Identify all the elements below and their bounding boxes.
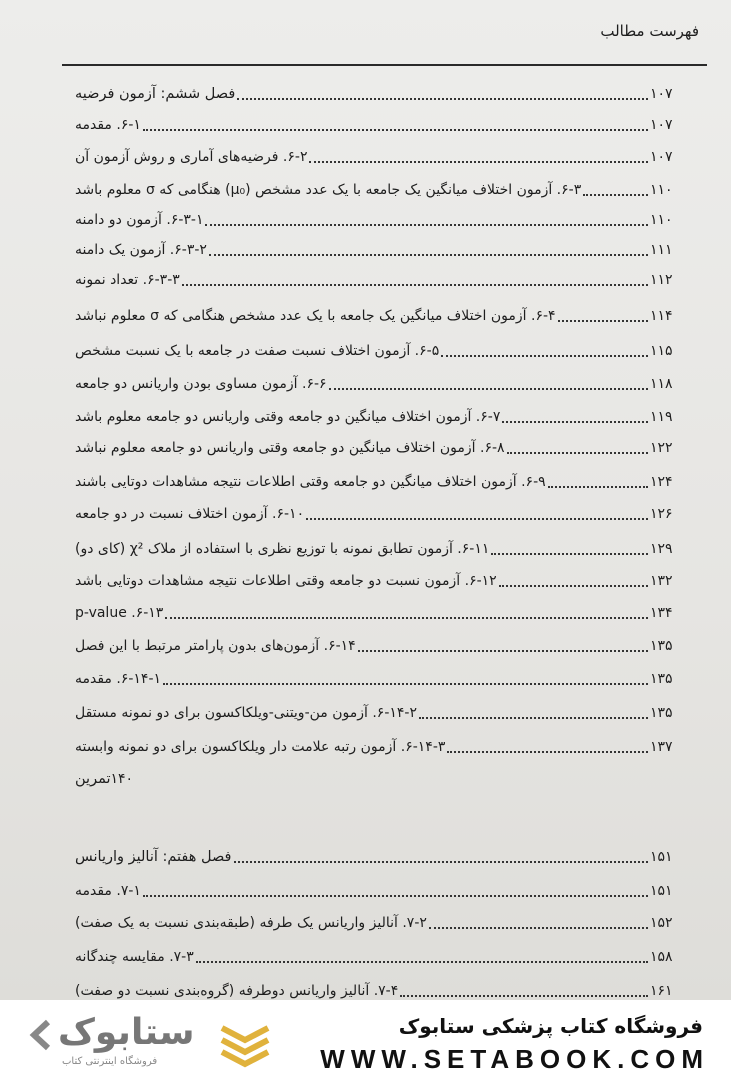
toc-entry [72, 470, 680, 494]
toc-entry [72, 634, 680, 658]
toc-entry-title: ۶-۱۳. p-value [75, 605, 164, 621]
toc-entry [72, 304, 680, 328]
setabook-logo [28, 1012, 268, 1070]
toc-entry-page: ۱۴۰ [110, 771, 134, 787]
toc-leader-dots [507, 452, 648, 454]
toc-entry [72, 82, 680, 106]
toc-leader-dots [329, 388, 648, 390]
toc-entry-title: ۶-۷. آزمون اختلاف میانگین دو جامعه وقتی واریانس دو جامعه معلوم باشد [75, 409, 501, 425]
toc-entry [72, 339, 680, 363]
toc-entry [72, 238, 680, 262]
toc-entry-title: ۶-۱۰. آزمون اختلاف نسبت در دو جامعه [75, 506, 305, 522]
toc-entry-page: ۱۳۵ [650, 705, 673, 721]
logo-stack-icon [218, 1018, 272, 1068]
page-header-title: فهرست مطالب [600, 22, 699, 40]
toc-leader-dots [143, 129, 648, 131]
toc-entry-page: ۱۳۵ [650, 671, 673, 687]
toc-entry-title: ۶-۱۲. آزمون نسبت دو جامعه وقتی اطلاعات نتیجه مشاهدات دوتایی باشد [75, 573, 497, 589]
shop-name: فروشگاه کتاب پزشکی ستابوک [398, 1014, 703, 1038]
toc-entry-page: ۱۶۱ [650, 983, 673, 999]
toc-leader-dots [429, 927, 648, 929]
toc-entry-title: فصل هفتم: آنالیز واریانس [75, 849, 232, 865]
logo-word: ستابوک [58, 1012, 195, 1053]
toc-entry-title: فصل ششم: آزمون فرضیه [75, 86, 236, 102]
toc-entry-title: ۶-۱۱. آزمون تطابق نمونه با توزیع نظری با استفاده از ملاک χ² (کای دو) [75, 541, 490, 557]
toc-entry-page: ۱۳۷ [650, 739, 673, 755]
toc-entry [72, 767, 680, 791]
toc-leader-dots [196, 961, 648, 963]
toc-entry-page: ۱۱۴ [650, 308, 673, 324]
toc-entry-title: ۶-۶. آزمون مساوی بودن واریانس دو جامعه [75, 376, 327, 392]
toc-leader-dots [502, 421, 648, 423]
toc-leader-dots [205, 224, 648, 226]
toc-entry [72, 735, 680, 759]
toc-entry-page: ۱۲۲ [650, 440, 673, 456]
toc-entry [72, 911, 680, 935]
toc-entry [72, 701, 680, 725]
toc-entry-title: ۶-۳-۱. آزمون دو دامنه [75, 212, 204, 228]
toc-entry-page: ۱۲۶ [650, 506, 673, 522]
toc-entry [72, 178, 680, 202]
toc-entry-title: ۷-۳. مقایسه چندگانه [75, 949, 194, 965]
toc-entry-title: ۷-۲. آنالیز واریانس یک طرفه (طبقه‌بندی نسبت به یک صفت) [75, 915, 427, 931]
logo-chevron-icon [28, 1018, 62, 1052]
toc-entry [72, 372, 680, 396]
toc-entry-title: ۷-۴. آنالیز واریانس دوطرفه (گروه‌بندی نسبت دو صفت) [75, 983, 399, 999]
toc-entry [72, 845, 680, 869]
toc-entry-page: ۱۱۱ [650, 242, 673, 258]
toc-entry-title: ۷-۱. مقدمه [75, 883, 141, 899]
toc-entry-title: ۶-۵. آزمون اختلاف نسبت صفت در جامعه با یک نسبت مشخص [75, 343, 440, 359]
toc-entry-title: ۶-۹. آزمون اختلاف میانگین دو جامعه وقتی اطلاعات نتیجه مشاهدات دوتایی باشند [75, 474, 546, 490]
toc-entry-page: ۱۳۲ [650, 573, 673, 589]
toc-entry-title: ۶-۳-۳. تعداد نمونه [75, 272, 180, 288]
toc-leader-dots [491, 553, 648, 555]
toc-entry-title: ۶-۴. آزمون اختلاف میانگین یک جامعه با یک عدد مشخص هنگامی که σ معلوم نباشد [75, 308, 556, 324]
toc-entry [72, 569, 680, 593]
toc-entry [72, 945, 680, 969]
toc-entry-title: ۶-۳-۲. آزمون یک دامنه [75, 242, 207, 258]
toc-leader-dots [499, 585, 648, 587]
toc-entry-title: ۶-۲. فرضیه‌های آماری و روش آزمون آن [75, 149, 308, 165]
toc-leader-dots [447, 751, 648, 753]
toc-entry [72, 667, 680, 691]
toc-entry-page: ۱۲۹ [650, 541, 673, 557]
toc-entry-page: ۱۲۴ [650, 474, 673, 490]
toc-entry [72, 405, 680, 429]
toc-entry-page: ۱۳۵ [650, 638, 673, 654]
toc-entry-title: ۶-۱۴-۱. مقدمه [75, 671, 162, 687]
toc-entry-title: ۶-۱. مقدمه [75, 117, 141, 133]
toc-leader-dots [143, 895, 648, 897]
toc-leader-dots [419, 717, 648, 719]
toc-entry-page: ۱۱۰ [650, 212, 673, 228]
toc-leader-dots [209, 254, 648, 256]
shop-url: WWW.SETABOOK.COM [320, 1044, 709, 1074]
toc-entry-page: ۱۱۸ [650, 376, 673, 392]
toc-entry [72, 268, 680, 292]
toc-entry-title: تمرین [75, 771, 111, 787]
toc-entry [72, 537, 680, 561]
toc-leader-dots [548, 486, 648, 488]
toc-entry [72, 601, 680, 625]
toc-entry [72, 502, 680, 526]
toc-entry-page: ۱۱۵ [650, 343, 673, 359]
toc-entry [72, 208, 680, 232]
toc-leader-dots [583, 194, 648, 196]
toc-entry-page: ۱۰۷ [650, 86, 673, 102]
toc-entry-title: ۶-۳. آزمون اختلاف میانگین یک جامعه با یک عدد مشخص (μ₀) هنگامی که σ معلوم باشد [75, 182, 582, 198]
watermark-banner [0, 1000, 731, 1080]
toc-entry-page: ۱۵۲ [650, 915, 673, 931]
toc-entry [72, 436, 680, 460]
toc-leader-dots [400, 995, 648, 997]
toc-entry-page: ۱۳۴ [650, 605, 673, 621]
toc-entry-page: ۱۱۰ [650, 182, 673, 198]
toc-entry [72, 113, 680, 137]
toc-entry-page: ۱۰۷ [650, 149, 673, 165]
toc-leader-dots [182, 284, 648, 286]
toc-entry-page: ۱۵۸ [650, 949, 673, 965]
logo-subtitle: فروشگاه اینترنتی کتاب [62, 1056, 158, 1067]
toc-leader-dots [237, 98, 648, 100]
toc-entry-title: ۶-۸. آزمون اختلاف میانگین دو جامعه وقتی واریانس دو جامعه معلوم نباشد [75, 440, 505, 456]
toc-leader-dots [558, 320, 648, 322]
toc-entry-page: ۱۵۱ [650, 883, 673, 899]
toc-leader-dots [306, 518, 648, 520]
toc-leader-dots [234, 861, 649, 863]
toc-entry-title: ۶-۱۴. آزمون‌های بدون پارامتر مرتبط با این فصل [75, 638, 356, 654]
toc-entry-title: ۶-۱۴-۳. آزمون رتبه علامت دار ویلکاکسون برای دو نمونه وابسته [75, 739, 446, 755]
toc-leader-dots [441, 355, 648, 357]
toc-entry-page: ۱۱۲ [650, 272, 673, 288]
toc-leader-dots [358, 650, 648, 652]
toc-entry-title: ۶-۱۴-۲. آزمون من-ویتنی-ویلکاکسون برای دو نمونه مستقل [75, 705, 417, 721]
toc-entry-page: ۱۵۱ [650, 849, 673, 865]
toc-leader-dots [163, 683, 648, 685]
toc-entry [72, 879, 680, 903]
toc-leader-dots [165, 617, 648, 619]
toc-leader-dots [309, 161, 648, 163]
toc-entry-page: ۱۰۷ [650, 117, 673, 133]
toc-entry-page: ۱۱۹ [650, 409, 673, 425]
toc-entry [72, 145, 680, 169]
